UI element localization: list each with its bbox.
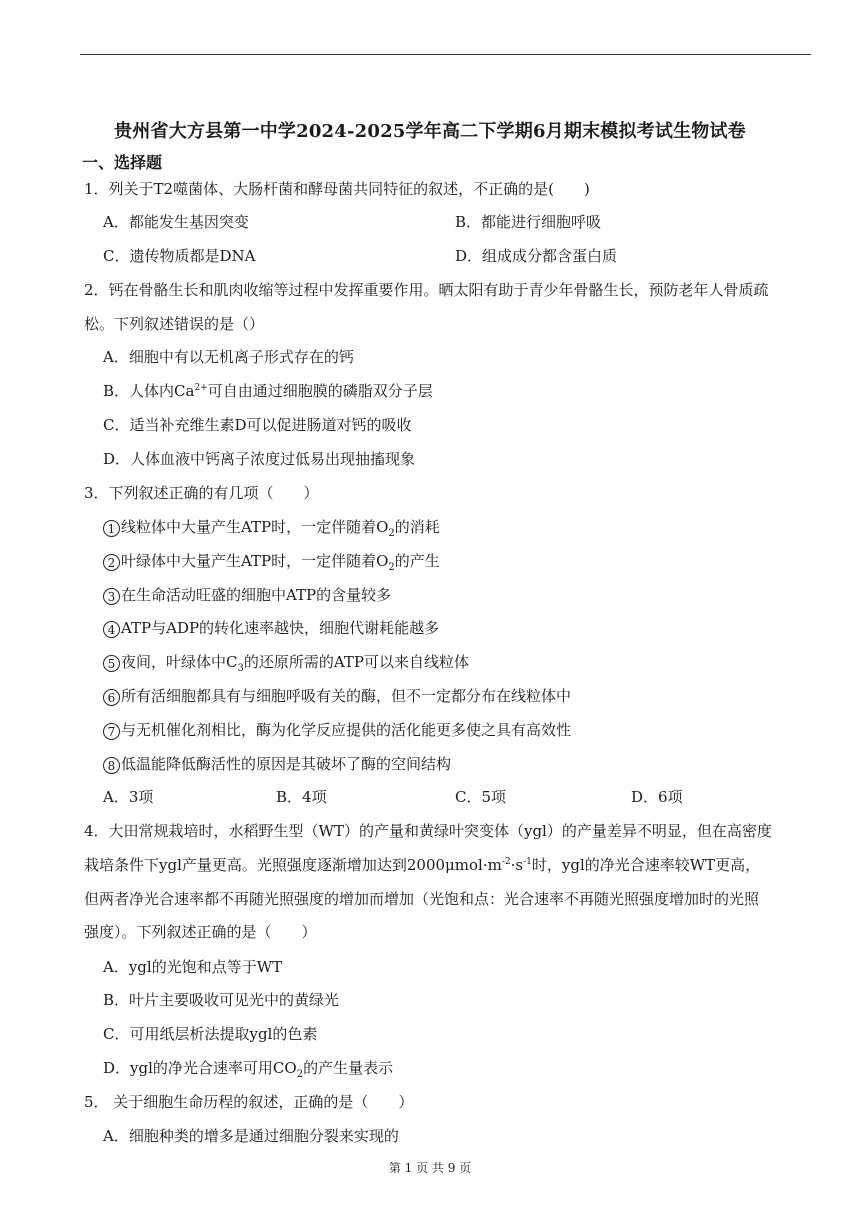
question-3-statement [103,551,440,571]
question-3-statement [103,618,439,638]
question-3-option-c: C．5项 [455,788,507,806]
superscript: -2 [501,857,511,867]
header-rule [80,54,811,55]
section-heading: 一、选择题 [82,153,163,172]
statement-text: 线粒体中大量产生ATP时，一定伴随着O [121,518,389,536]
question-1-option-c: C．遗传物质都是DNA [103,247,256,265]
question-2-stem-line2: 松。下列叙述错误的是（） [84,315,265,333]
statement-text: 与无机催化剂相比，酶为化学反应提供的活化能更多使之具有高效性 [121,721,572,739]
option-d-text: D．ygl的净光合速率可用CO [103,1059,297,1077]
question-2-option-b [103,381,433,401]
question-1-option-a: A．都能发生基因突变 [103,213,249,231]
question-4-stem-line1: 4．大田常规栽培时，水稻野生型（WT）的产量和黄绿叶突变体（ygl）的产量差异不明显，但在高密度 [84,822,772,840]
question-5-option-a: A．细胞种类的增多是通过细胞分裂来实现的 [103,1127,399,1145]
circled-number: 1 [103,520,120,537]
question-3-statement [103,720,571,740]
stem-text: ·s [510,856,524,874]
question-1-option-b: B．都能进行细胞呼吸 [455,213,602,231]
question-3-option-a: A．3项 [103,788,154,806]
question-1-option-d: D．组成成分都含蛋白质 [455,247,618,265]
question-4-stem-line3: 但两者净光合速率都不再随光照强度的增加而增加（光饱和点：光合速率不再随光照强度增加时的光照 [84,890,760,908]
page-title: 贵州省大方县第一中学2024-2025学年高二下学期6月期末模拟考试生物试卷 [114,121,746,142]
page-footer: 第 1 页 共 9 页 [388,1161,472,1175]
question-3-stem: 3．下列叙述正确的有几项（ ） [84,484,319,502]
question-3-option-b: B．4项 [276,788,327,806]
circled-number: 2 [103,554,120,571]
statement-text-rest: 的还原所需的ATP可以来自线粒体 [243,653,469,671]
stem-text: 时，ygl的净光合速率较WT更高， [531,856,761,874]
statement-text: ATP与ADP的转化速率越快，细胞代谢耗能越多 [121,619,440,637]
statement-text: 在生命活动旺盛的细胞中ATP的含量较多 [121,586,392,604]
question-4-option-c: C．可用纸层析法提取ygl的色素 [103,1025,318,1043]
stem-text: 栽培条件下ygl产量更高。光照强度逐渐增加达到2000μmol·m [84,856,502,874]
subscript: 2 [296,1069,304,1080]
statement-text-rest: 的消耗 [394,518,440,536]
question-4-option-d [103,1058,393,1078]
question-3-statement [103,652,469,672]
statement-text: 夜间，叶绿体中C [121,653,238,671]
circled-number: 7 [103,723,120,740]
statement-text-rest: 的产生 [394,552,440,570]
subscript: 2 [388,528,395,539]
question-2-stem-line1: 2．钙在骨骼生长和肌肉收缩等过程中发挥重要作用。晒太阳有助于青少年骨骼生长，预防老年人骨质疏 [84,281,769,299]
question-3-statement [103,585,391,605]
question-1-stem: 1．列关于T2噬菌体、大肠杆菌和酵母菌共同特征的叙述，不正确的是( ) [84,180,590,198]
question-3-statement [103,686,571,706]
circled-number: 6 [103,689,120,706]
circled-number: 5 [103,655,120,672]
statement-text: 所有活细胞都具有与细胞呼吸有关的酶，但不一定都分布在线粒体中 [121,687,572,705]
question-5-stem: 5． 关于细胞生命历程的叙述，正确的是（ ） [84,1093,414,1111]
superscript: 2+ [194,383,208,393]
circled-number: 8 [103,757,120,774]
statement-text: 低温能降低酶活性的原因是其破坏了酶的空间结构 [121,755,452,773]
option-d-text-rest: 的产生量表示 [303,1059,394,1077]
option-b-text: B．人体内Ca [103,382,195,400]
question-4-option-b: B．叶片主要吸收可见光中的黄绿光 [103,991,340,1009]
question-2-option-d: D．人体血液中钙离子浓度过低易出现抽搐现象 [103,450,416,468]
superscript: -1 [523,857,532,867]
circled-number: 3 [103,588,120,605]
question-4-stem-line4: 强度）。下列叙述正确的是（ ） [84,923,317,941]
option-b-text-rest: 可自由通过细胞膜的磷脂双分子层 [207,382,433,400]
question-4-stem-line2 [84,855,760,875]
question-3-statement [103,517,440,537]
statement-text: 叶绿体中大量产生ATP时，一定伴随着O [121,552,389,570]
question-2-option-c: C．适当补充维生素D可以促进肠道对钙的吸收 [103,416,412,434]
circled-number: 4 [103,621,120,638]
question-3-option-d: D．6项 [631,788,683,806]
subscript: 2 [388,562,395,573]
subscript: 3 [237,663,244,674]
question-2-option-a: A．细胞中有以无机离子形式存在的钙 [103,348,354,366]
question-4-option-a: A．ygl的光饱和点等于WT [103,958,283,976]
question-3-statement [103,754,451,774]
